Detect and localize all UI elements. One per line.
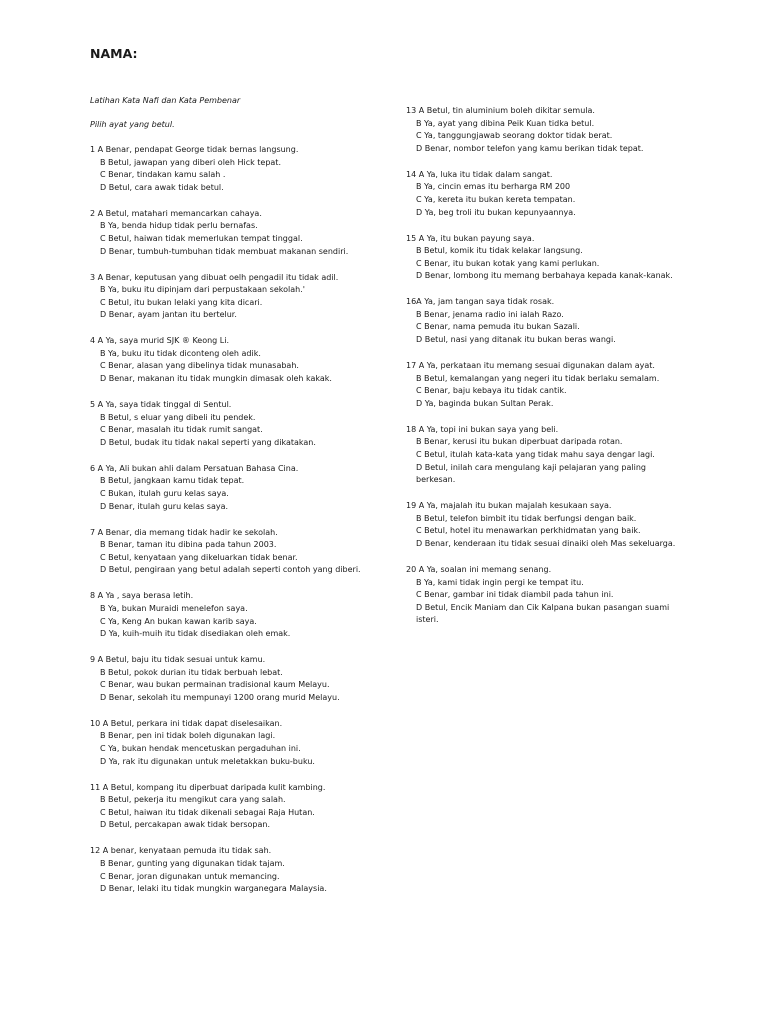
answer-option: D Betul, inilah cara mengulang kaji pelajaran yang paling berkesan. [416,462,647,485]
question-first-line: 16A Ya, jam tangan saya tidak rosak. [406,297,555,307]
answer-option: B Ya, buku itu tidak diconteng oleh adik. [100,348,261,358]
answer-option: B Betul, jangkaan kamu tidak tepat. [100,476,245,486]
question-first-line: 11 A Betul, kompang itu diperbuat daripada kulit kambing. [90,782,326,792]
answer-option: C Betul, haiwan itu tidak dikenali sebagai Raja Hutan. [100,807,315,817]
question-item [90,463,368,513]
answer-option: B Ya, bukan Muraidi menelefon saya. [100,603,248,613]
question-item [406,233,684,283]
answer-option: C Ya, bukan hendak mencetuskan pergaduhan ini. [100,744,301,754]
answer-option: D Betul, pengiraan yang betul adalah seperti contoh yang diberi. [100,565,361,575]
answer-option: C Benar, baju kebaya itu tidak cantik. [416,386,567,396]
question-first-line: 6 A Ya, Ali bukan ahli dalam Persatuan Bahasa Cina. [90,463,299,473]
questions-right-column [406,105,684,640]
question-item [406,296,684,346]
question-item [90,527,368,577]
answer-option: D Ya, rak itu digunakan untuk meletakkan buku-buku. [100,756,315,766]
question-first-line: 3 A Benar, keputusan yang dibuat oelh pengadil itu tidak adil. [90,272,339,282]
answer-option: B Benar, kerusi itu bukan diperbuat daripada rotan. [416,437,623,447]
answer-option: D Benar, ayam jantan itu bertelur. [100,310,237,320]
question-first-line: 1 A Benar, pendapat George tidak bernas langsung. [90,145,299,154]
answer-option: D Betul, budak itu tidak nakal seperti yang dikatakan. [100,437,316,447]
question-first-line: 15 A Ya, itu bukan payung saya. [406,233,535,243]
question-first-line: 13 A Betul, tin aluminium boleh dikitar semula. [406,106,595,115]
answer-option: B Ya, kami tidak ingin pergi ke tempat itu. [416,577,584,587]
answer-option: B Betul, telefon bimbit itu tidak berfungsi dengan baik. [416,513,637,523]
answer-option: D Benar, tumbuh-tumbuhan tidak membuat makanan sendiri. [100,246,349,256]
question-first-line: 10 A Betul, perkara ini tidak dapat diselesaikan. [90,718,283,728]
answer-option: D Betul, nasi yang ditanak itu bukan beras wangi. [416,335,616,345]
question-item [406,105,684,155]
answer-option: B Benar, taman itu dibina pada tahun 2003. [100,540,277,550]
answer-option: D Benar, makanan itu tidak mungkin dimasak oleh kakak. [100,374,332,384]
answer-option: B Betul, pekerja itu mengikut cara yang salah. [100,795,286,805]
answer-option: D Benar, lombong itu memang berbahaya kepada kanak-kanak. [416,271,673,281]
question-item [90,590,368,640]
answer-option: D Ya, baginda bukan Sultan Perak. [416,398,554,408]
answer-option: D Ya, kuih-muih itu tidak disediakan oleh emak. [100,629,291,639]
question-item [406,500,684,550]
answer-option: C Betul, itu bukan lelaki yang kita dicari. [100,297,263,307]
answer-option: D Benar, itulah guru kelas saya. [100,501,229,511]
answer-option: C Ya, Keng An bukan kawan karib saya. [100,616,257,626]
answer-option: C Benar, alasan yang dibelinya tidak munasabah. [100,361,299,371]
answer-option: C Betul, itulah kata-kata yang tidak mahu saya dengar lagi. [416,450,655,460]
question-first-line: 8 A Ya , saya berasa letih. [90,591,194,601]
answer-option: C Ya, tanggungjawab seorang doktor tidak berat. [416,131,613,141]
answer-option: C Benar, tindakan kamu salah . [100,170,226,180]
question-item [90,654,368,704]
answer-option: D Benar, lelaki itu tidak mungkin warganegara Malaysia. [100,884,327,894]
answer-option: B Betul, s eluar yang dibeli itu pendek. [100,412,256,422]
answer-option: B Betul, jawapan yang diberi oleh Hick tepat. [100,157,281,167]
answer-option: C Benar, wau bukan permainan tradisional kaum Melayu. [100,680,330,690]
question-item [90,272,368,322]
question-first-line: 12 A benar, kenyataan pemuda itu tidak sah. [90,846,272,856]
answer-option: D Ya, beg troli itu bukan kepunyaannya. [416,207,576,217]
answer-option: C Betul, kenyataan yang dikeluarkan tidak benar. [100,552,298,562]
answer-option: B Benar, jenama radio ini ialah Razo. [416,309,564,319]
question-first-line: 7 A Benar, dia memang tidak hadir ke sekolah. [90,527,278,537]
answer-option: C Betul, hotel itu menawarkan perkhidmatan yang baik. [416,526,641,536]
question-first-line: 17 A Ya, perkataan itu memang sesuai digunakan dalam ayat. [406,361,655,371]
answer-option: C Betul, haiwan tidak memerlukan tempat tinggal. [100,233,303,243]
question-item [406,169,684,219]
answer-option: C Benar, itu bukan kotak yang kami perlukan. [416,258,600,268]
question-item [90,335,368,385]
questions-left-column [90,144,368,909]
question-item [90,144,368,194]
question-item [90,845,368,895]
answer-option: B Betul, pokok durian itu tidak berbuah lebat. [100,667,283,677]
answer-option: C Benar, masalah itu tidak rumit sangat. [100,425,263,435]
answer-option: B Benar, gunting yang digunakan tidak tajam. [100,859,285,869]
answer-option: D Benar, kenderaan itu tidak sesuai dinaiki oleh Mas sekeluarga. [416,538,676,548]
answer-option: B Ya, ayat yang dibina Peik Kuan tidka betul. [416,118,595,128]
question-item [90,718,368,768]
answer-option: C Benar, joran digunakan untuk memancing. [100,871,280,881]
answer-option: C Ya, kereta itu bukan kereta tempatan. [416,194,576,204]
question-item [90,782,368,832]
instruction: Pilih ayat yang betul. [90,120,175,129]
answer-option: C Bukan, itulah guru kelas saya. [100,489,229,499]
question-first-line: 20 A Ya, soalan ini memang senang. [406,564,552,574]
question-item [90,208,368,258]
answer-option: C Benar, gambar ini tidak diambil pada tahun ini. [416,590,614,600]
answer-option: D Betul, percakapan awak tidak bersopan. [100,820,271,830]
answer-option: B Ya, cincin emas itu berharga RM 200 [416,182,571,192]
answer-option: B Ya, buku itu dipinjam dari perpustakaan sekolah.' [100,285,305,295]
answer-option: D Benar, sekolah itu mempunayi 1200 orang murid Melayu. [100,692,340,702]
question-first-line: 18 A Ya, topi ini bukan saya yang beli. [406,424,559,434]
question-item [90,399,368,449]
question-first-line: 9 A Betul, baju itu tidak sesuai untuk kamu. [90,655,266,665]
question-first-line: 14 A Ya, luka itu tidak dalam sangat. [406,169,553,179]
question-item [406,360,684,410]
question-item [406,564,684,627]
question-item [406,424,684,487]
answer-option: B Ya, benda hidup tidak perlu bernafas. [100,221,258,231]
answer-option: C Benar, nama pemuda itu bukan Sazali. [416,322,580,332]
question-first-line: 5 A Ya, saya tidak tinggal di Sentul. [90,400,232,410]
answer-option: B Betul, kemalangan yang negeri itu tidak berlaku semalam. [416,373,660,383]
answer-option: B Betul, komik itu tidak kelakar langsung. [416,246,583,256]
question-first-line: 2 A Betul, matahari memancarkan cahaya. [90,208,262,218]
answer-option: D Betul, Encik Maniam dan Cik Kalpana bukan pasangan suami isteri. [416,602,670,625]
question-first-line: 4 A Ya, saya murid SJK ® Keong Li. [90,336,230,346]
answer-option: B Benar, pen ini tidak boleh digunakan lagi. [100,731,276,741]
exercise-title: Latihan Kata Nafi dan Kata Pembenar [90,96,241,105]
name-label: NAMA: [90,46,138,61]
question-first-line: 19 A Ya, majalah itu bukan majalah kesukaan saya. [406,501,612,511]
answer-option: D Betul, cara awak tidak betul. [100,182,224,192]
answer-option: D Benar, nombor telefon yang kamu berikan tidak tepat. [416,143,644,153]
